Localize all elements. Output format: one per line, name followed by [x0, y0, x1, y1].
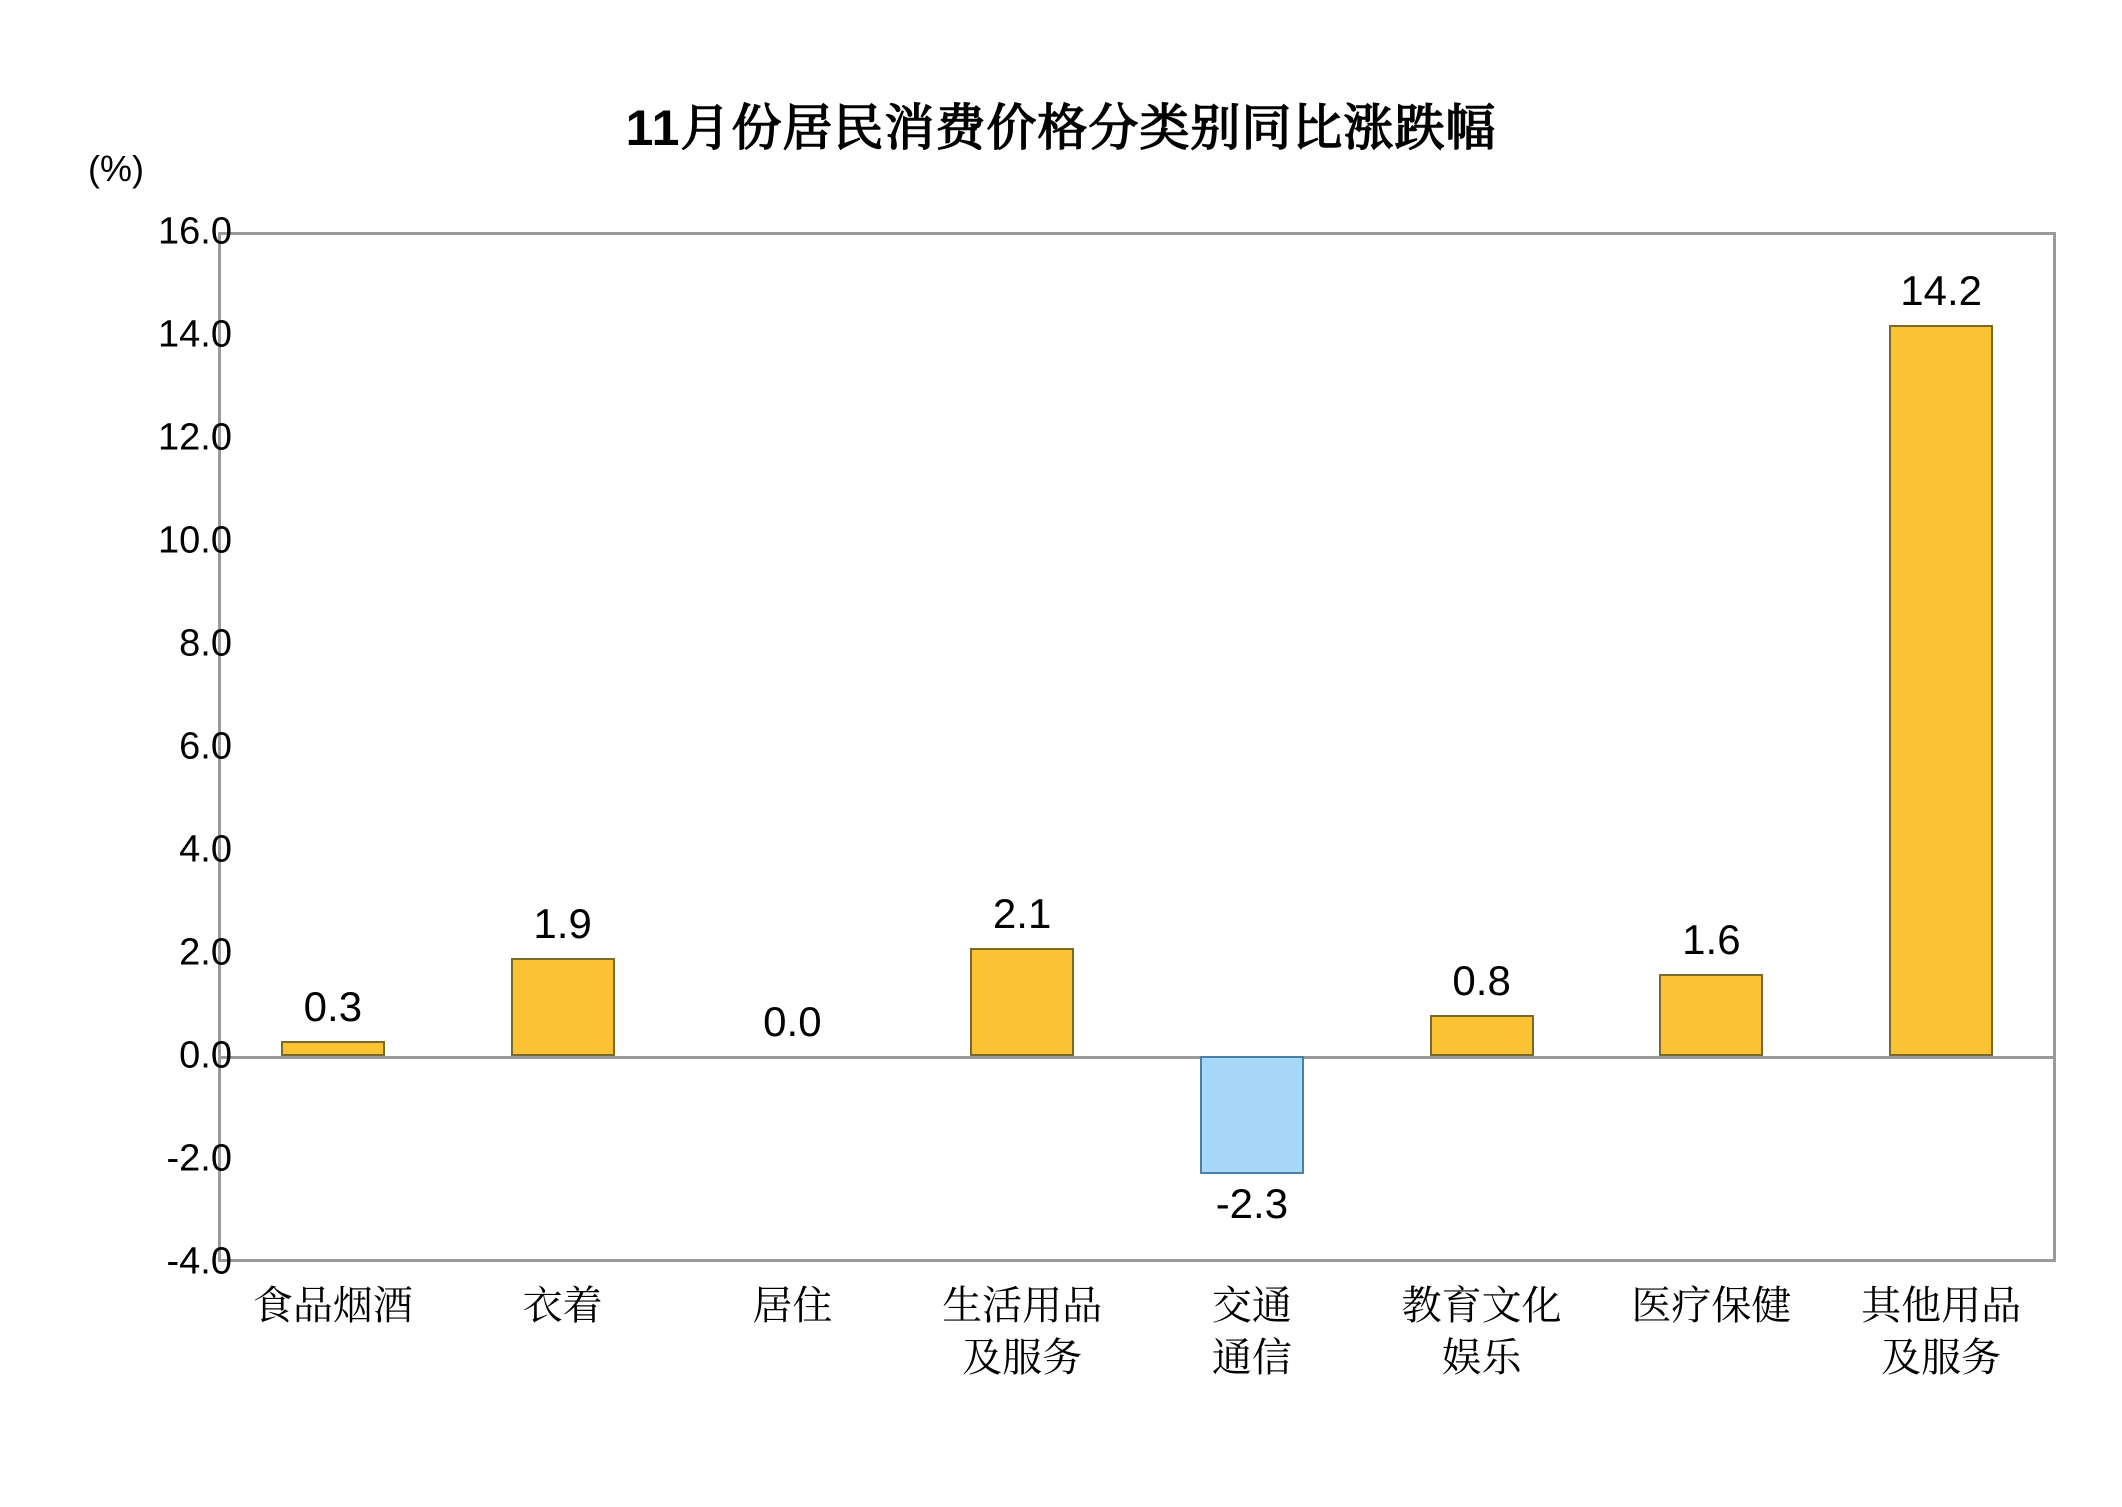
- bar-value-label: 14.2: [1900, 266, 1982, 314]
- x-axis-category-label: [1367, 1280, 1597, 1384]
- x-axis-labels: [218, 1280, 2056, 1480]
- x-axis-category-label: [907, 1280, 1137, 1384]
- y-axis-tick-label: 0.0: [179, 1034, 232, 1077]
- x-axis-category-line: 居住: [752, 1284, 833, 1328]
- bar-slot: [907, 232, 1137, 1262]
- x-axis-category-line: 生活用品: [942, 1284, 1103, 1328]
- y-axis-tick-label: 8.0: [179, 622, 232, 665]
- x-axis-category-line: 及服务: [1881, 1336, 2002, 1380]
- x-axis-category-line: 通信: [1211, 1336, 1292, 1380]
- bar[interactable]: [511, 958, 615, 1056]
- bar[interactable]: [1200, 1056, 1304, 1174]
- x-axis-category-line: 娱乐: [1441, 1336, 1522, 1380]
- bars-layer: [218, 232, 2056, 1262]
- bar-value-label: 0.8: [1452, 956, 1511, 1004]
- bar-value-label: -2.3: [1215, 1180, 1289, 1228]
- y-axis-tick-label: 4.0: [179, 828, 232, 871]
- y-axis-tick-label: 14.0: [158, 313, 232, 356]
- x-axis-category-line: 及服务: [962, 1336, 1083, 1380]
- y-axis-tick-label: 6.0: [179, 725, 232, 768]
- bar-value-label: 1.6: [1682, 915, 1741, 963]
- bar[interactable]: [970, 948, 1074, 1056]
- x-axis-category-label: [1826, 1280, 2056, 1384]
- bar-slot: [1826, 232, 2056, 1262]
- x-axis-category-label: [218, 1280, 448, 1332]
- bar-value-label: 0.3: [303, 982, 363, 1030]
- y-axis-tick-label: -4.0: [166, 1240, 232, 1283]
- x-axis-category-line: 医疗保健: [1631, 1284, 1792, 1328]
- bar[interactable]: [1430, 1015, 1534, 1056]
- y-axis-tick-label: 10.0: [158, 519, 232, 562]
- x-axis-category-label: [1137, 1280, 1367, 1384]
- y-axis-tick-label: 12.0: [158, 416, 232, 459]
- bar-slot: [1137, 232, 1367, 1262]
- bar-slot: [218, 232, 448, 1262]
- bar[interactable]: [281, 1041, 385, 1056]
- bar[interactable]: [1889, 325, 1993, 1056]
- bar-slot: [1367, 232, 1597, 1262]
- bar-value-label: 1.9: [533, 900, 592, 948]
- bar-value-label: 0.0: [763, 998, 822, 1045]
- y-axis-tick-label: 16.0: [158, 210, 232, 253]
- x-axis-category-line: 衣着: [522, 1284, 603, 1328]
- x-axis-category-label: [678, 1280, 908, 1332]
- bar-slot: [448, 232, 678, 1262]
- x-axis-category-label: [448, 1280, 678, 1332]
- x-axis-category-line: 教育文化: [1401, 1284, 1562, 1328]
- y-axis-unit-label: (%): [88, 148, 144, 189]
- y-axis-tick-label: -2.0: [166, 1137, 232, 1180]
- bar-value-label: 2.1: [992, 889, 1052, 937]
- bar[interactable]: [1659, 974, 1763, 1056]
- bar-slot: [1597, 232, 1827, 1262]
- bar-slot: [678, 232, 908, 1262]
- x-axis-category-line: 食品烟酒: [252, 1284, 413, 1328]
- y-axis-tick-label: 2.0: [179, 931, 232, 974]
- page-title: 11月份居民消费价格分类别同比涨跌幅: [625, 100, 1497, 156]
- x-axis-category-line: 其他用品: [1861, 1284, 2022, 1328]
- x-axis-category-line: 交通: [1211, 1284, 1292, 1328]
- x-axis-category-label: [1597, 1280, 1827, 1332]
